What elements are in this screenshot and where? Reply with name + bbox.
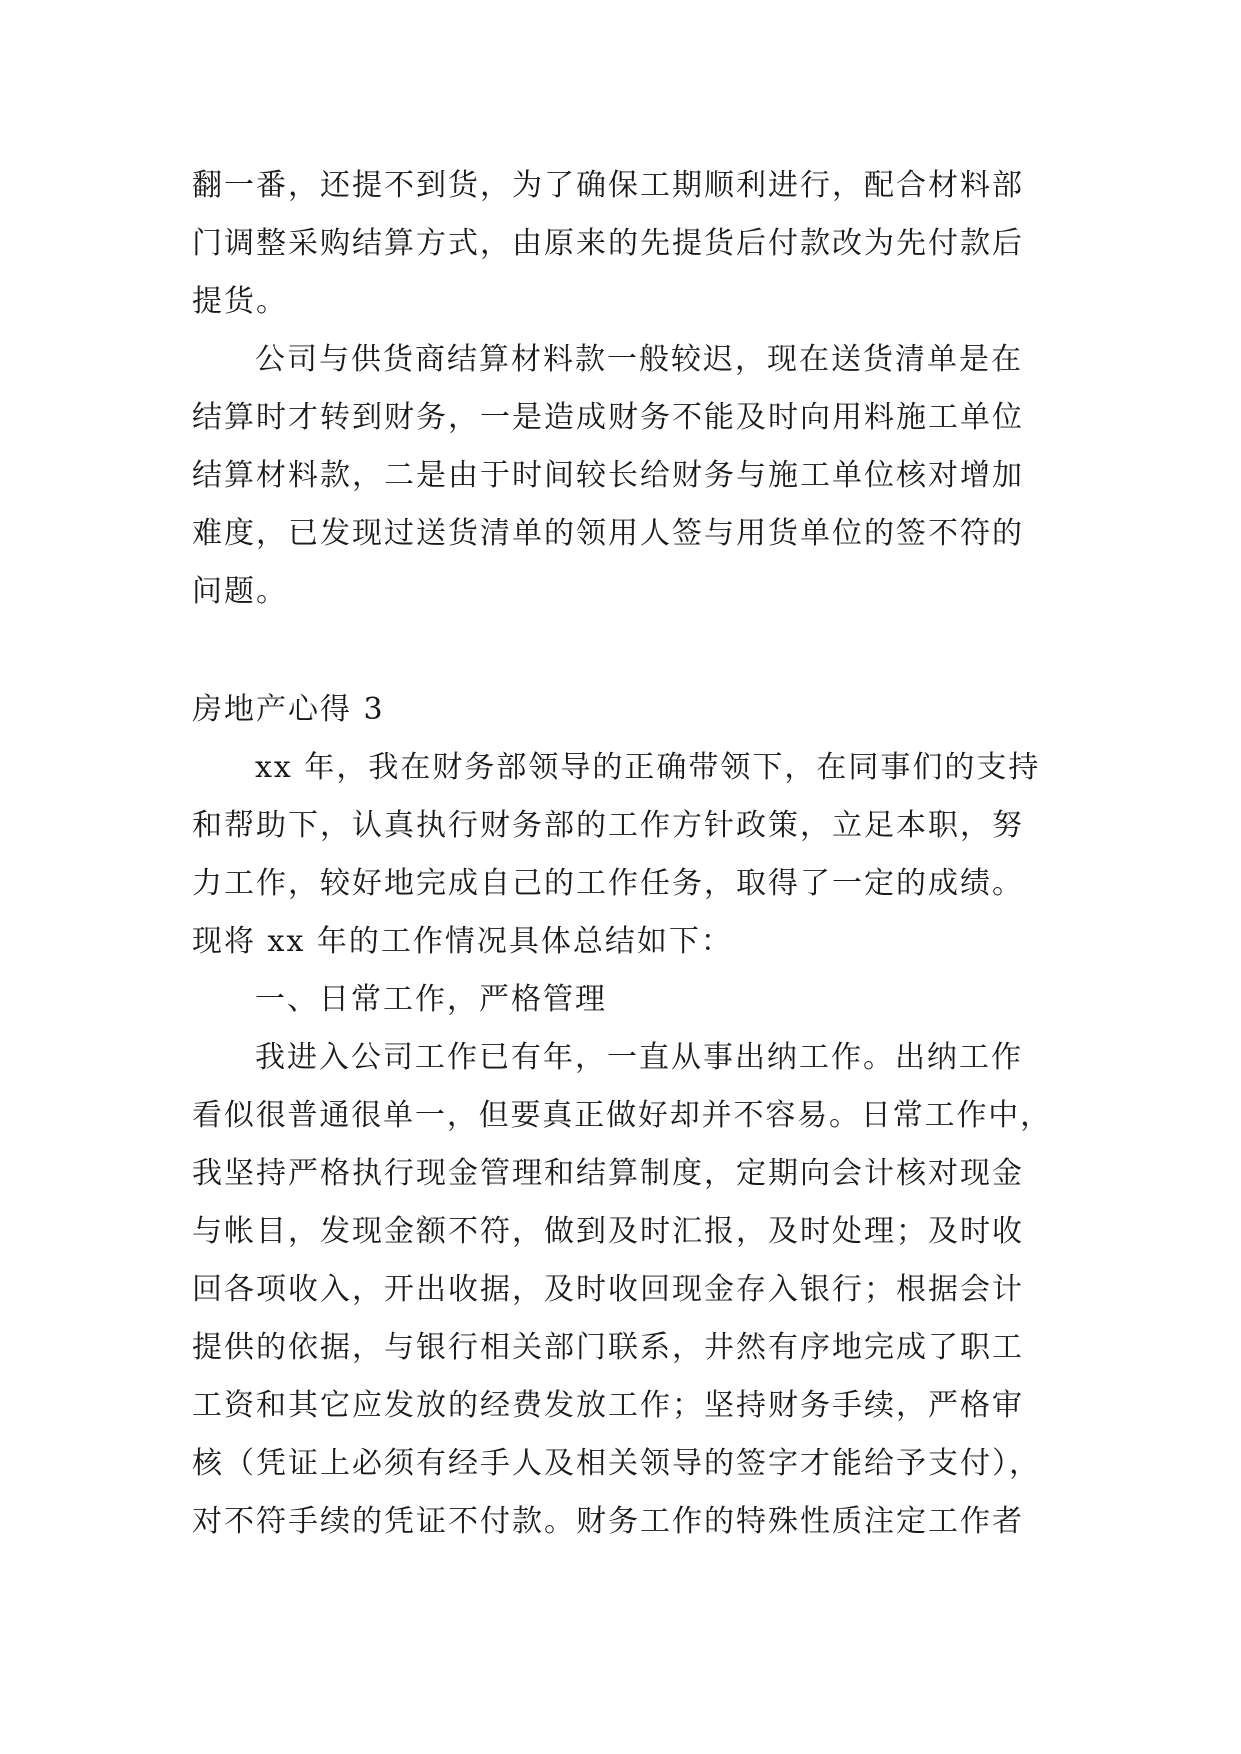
paragraph-3-line: 现将 xx 年的工作情况具体总结如下： bbox=[192, 924, 733, 959]
section-title: 房地产心得 3 bbox=[192, 692, 385, 727]
paragraph-4-line: 核（凭证上必须有经手人及相关领导的签字才能给予支付）， bbox=[192, 1446, 1041, 1481]
paragraph-4-line: 回各项收入，开出收据，及时收回现金存入银行；根据会计 bbox=[192, 1272, 1024, 1307]
paragraph-4-line: 我进入公司工作已有年，一直从事出纳工作。出纳工作 bbox=[255, 1040, 1023, 1075]
paragraph-2-line: 公司与供货商结算材料款一般较迟，现在送货清单是在 bbox=[255, 342, 1023, 377]
paragraph-1-line: 翻一番，还提不到货，为了确保工期顺利进行，配合材料部 bbox=[192, 168, 1024, 203]
paragraph-4-line: 对不符手续的凭证不付款。财务工作的特殊性质注定工作者 bbox=[192, 1504, 1024, 1539]
paragraph-4-line: 与帐目，发现金额不符，做到及时汇报，及时处理；及时收 bbox=[192, 1214, 1024, 1249]
paragraph-1-line: 门调整采购结算方式，由原来的先提货后付款改为先付款后 bbox=[192, 226, 1024, 261]
paragraph-4-line: 看似很普通很单一，但要真正做好却并不容易。日常工作中， bbox=[192, 1098, 1052, 1133]
paragraph-2-line: 结算材料款，二是由于时间较长给财务与施工单位核对增加 bbox=[192, 458, 1024, 493]
paragraph-4-line: 工资和其它应发放的经费发放工作；坚持财务手续，严格审 bbox=[192, 1388, 1024, 1423]
paragraph-4-line: 我坚持严格执行现金管理和结算制度，定期向会计核对现金 bbox=[192, 1156, 1024, 1191]
paragraph-3-line: xx 年，我在财务部领导的正确带领下，在同事们的支持 bbox=[255, 750, 1041, 785]
paragraph-2-line: 难度，已发现过送货清单的领用人签与用货单位的签不符的 bbox=[192, 516, 1024, 551]
paragraph-3-line: 力工作，较好地完成自己的工作任务，取得了一定的成绩。 bbox=[192, 866, 1024, 901]
paragraph-2-line: 问题。 bbox=[192, 574, 288, 609]
paragraph-1-line: 提货。 bbox=[192, 284, 288, 319]
paragraph-2-line: 结算时才转到财务，一是造成财务不能及时向用料施工单位 bbox=[192, 400, 1024, 435]
subheading-1: 一、日常工作，严格管理 bbox=[255, 982, 607, 1017]
paragraph-3-line: 和帮助下，认真执行财务部的工作方针政策，立足本职，努 bbox=[192, 808, 1024, 843]
paragraph-4-line: 提供的依据，与银行相关部门联系，井然有序地完成了职工 bbox=[192, 1330, 1024, 1365]
